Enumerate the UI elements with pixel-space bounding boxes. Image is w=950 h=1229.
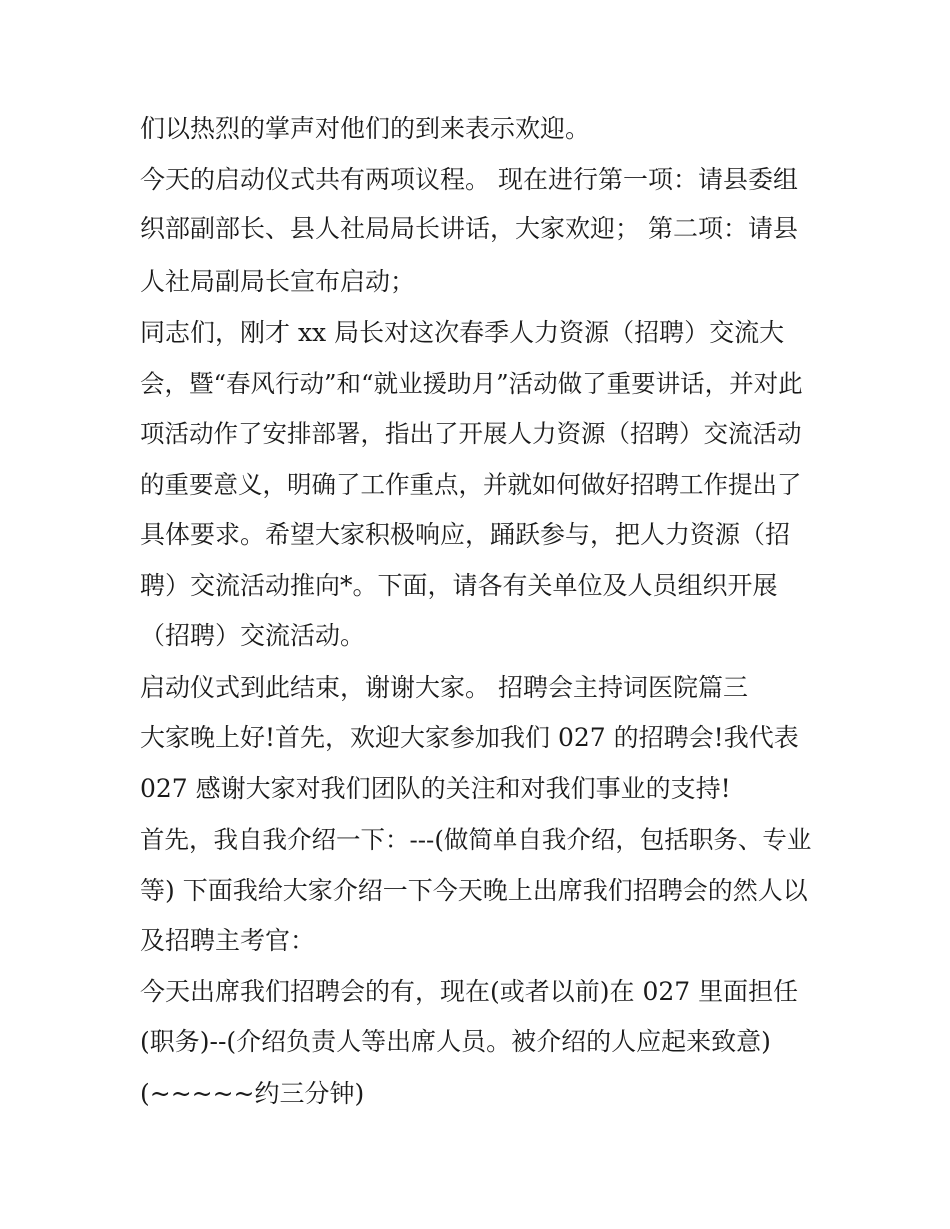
- text-line: 聘）交流活动推向*。下面，请各有关单位及人员组织开展: [140, 571, 778, 600]
- text-line: 今天的启动仪式共有两项议程。 现在进行第一项：请县委组: [140, 165, 798, 194]
- text-line: 会，暨“春风行动”和“就业援助月”活动做了重要讲话，并对此: [140, 369, 803, 398]
- text-line: 们以热烈的掌声对他们的到来表示欢迎。: [140, 114, 591, 143]
- text-line: 人社局副局长宣布启动；: [140, 267, 416, 296]
- text-line: 的重要意义，明确了工作重点，并就如何做好招聘工作提出了: [140, 470, 802, 499]
- text-line: 启动仪式到此结束，谢谢大家。 招聘会主持词医院篇三: [140, 673, 748, 702]
- text-line: 今天出席我们招聘会的有，现在(或者以前)在 027 里面担任: [140, 977, 799, 1006]
- text-line: 同志们，刚才 xx 局长对这次春季人力资源（招聘）交流大: [140, 318, 785, 347]
- text-line: 具体要求。希望大家积极响应，踊跃参与，把人力资源（招: [140, 520, 791, 549]
- text-line: 027 感谢大家对我们团队的关注和对我们事业的支持!: [140, 774, 731, 803]
- text-line: （招聘）交流活动。: [140, 621, 366, 650]
- text-line: 等) 下面我给大家介绍一下今天晚上出席我们招聘会的然人以: [140, 876, 808, 905]
- text-line: 首先，我自我介绍一下：---(做简单自我介绍，包括职务、专业: [140, 825, 812, 854]
- text-line: (职务)--(介绍负责人等出席人员。被介绍的人应起来致意): [140, 1027, 771, 1056]
- text-line: (~~~~~约三分钟): [140, 1079, 365, 1108]
- text-line: 项活动作了安排部署，指出了开展人力资源（招聘）交流活动: [140, 419, 802, 448]
- text-line: 织部副部长、县人社局局长讲话，大家欢迎； 第二项：请县: [140, 214, 798, 243]
- text-line: 大家晚上好!首先，欢迎大家参加我们 027 的招聘会!我代表: [140, 723, 799, 752]
- text-line: 及招聘主考官：: [140, 926, 316, 955]
